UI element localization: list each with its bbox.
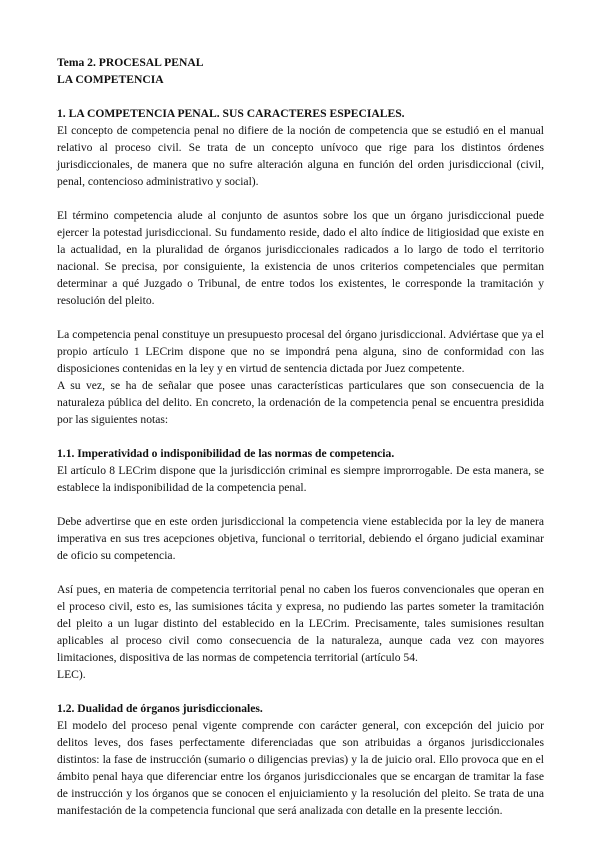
section-1-2-heading: 1.2. Dualidad de órganos jurisdiccionales. — [57, 702, 263, 715]
spacer — [57, 683, 544, 700]
spacer — [57, 564, 544, 581]
spacer — [57, 309, 544, 326]
document-page — [57, 54, 544, 819]
section-1-paragraph-4: A su vez, se ha de señalar que posee unas características particulares que son consecuencia de la naturaleza pública del delito. En concreto, la ordenación de la competencia penal se encuentra presidida por las siguientes notas: — [57, 379, 544, 426]
section-1-heading: 1. LA COMPETENCIA PENAL. SUS CARACTERES ESPECIALES. — [57, 107, 405, 120]
section-1-1-paragraph-3: Así pues, en materia de competencia territorial penal no caben los fueros convencionales que operan en el proceso civil, esto es, las sumisiones tácita y expresa, no pudiendo las partes someter la tramitación del pleito a un lugar distinto del establecido en la LECrim. Precisamente, tales sumisiones resultan aplicables al proceso civil como consecuencia de la naturaleza, aunque cada vez con mayores limitaciones, dispositiva de las normas de competencia territorial (artículo 54. — [57, 583, 544, 664]
topic-subtitle: LA COMPETENCIA — [57, 73, 164, 86]
topic-title: Tema 2. PROCESAL PENAL — [57, 56, 204, 69]
section-1-2-paragraph-1: El modelo del proceso penal vigente comprende con carácter general, con excepción del juicio por delitos leves, dos fases perfectamente diferenciadas que son atribuidas a órganos jurisdiccionales distintos: la fase de instrucción (sumario o diligencias previas) y la de juicio oral. Ello provoca que en el ámbito penal haya que diferenciar entre los órganos jurisdiccionales que se encargan de tramitar la fase de instrucción y los órganos que se conocen el enjuiciamiento y la resolución del pleito. Se trata de una manifestación de la competencia funcional que será analizada con detalle en la presente lección. — [57, 719, 544, 817]
section-1-1-paragraph-2: Debe advertirse que en este orden jurisdiccional la competencia viene establecida por la ley de manera imperativa en sus tres acepciones objetiva, funcional o territorial, debiendo el órgano judicial examinar de oficio su competencia. — [57, 515, 544, 562]
spacer — [57, 88, 544, 105]
spacer — [57, 496, 544, 513]
spacer — [57, 190, 544, 207]
section-1-1-paragraph-3-end: LEC). — [57, 668, 86, 681]
spacer — [57, 428, 544, 445]
section-1-paragraph-2: El término competencia alude al conjunto de asuntos sobre los que un órgano jurisdiccional puede ejercer la potestad jurisdiccional. Su fundamento reside, dado el alto índice de litigiosidad que existe en la actualidad, en la pluralidad de órganos jurisdiccionales radicados a lo largo de todo el territorio nacional. Se precisa, por consiguiente, la existencia de unos criterios competenciales que permitan determinar a qué Juzgado o Tribunal, de entre todos los existentes, le corresponde la tramitación y resolución del pleito. — [57, 209, 544, 307]
section-1-1-heading: 1.1. Imperatividad o indisponibilidad de las normas de competencia. — [57, 447, 395, 460]
section-1-paragraph-3: La competencia penal constituye un presupuesto procesal del órgano jurisdiccional. Adviértase que ya el propio artículo 1 LECrim dispone que no se impondrá pena alguna, sino de conformidad con las disposiciones contenidas en la ley y en virtud de sentencia dictada por Juez competente. — [57, 328, 544, 375]
section-1-paragraph-1: El concepto de competencia penal no difiere de la noción de competencia que se estudió en el manual relativo al proceso civil. Se trata de un concepto unívoco que rige para los distintos órdenes jurisdiccionales, de manera que no sufre alteración alguna en función del orden jurisdiccional (civil, penal, contencioso administrativo y social). — [57, 124, 544, 188]
section-1-1-paragraph-1: El artículo 8 LECrim dispone que la jurisdicción criminal es siempre improrrogable. De esta manera, se establece la indisponibilidad de la competencia penal. — [57, 464, 544, 494]
